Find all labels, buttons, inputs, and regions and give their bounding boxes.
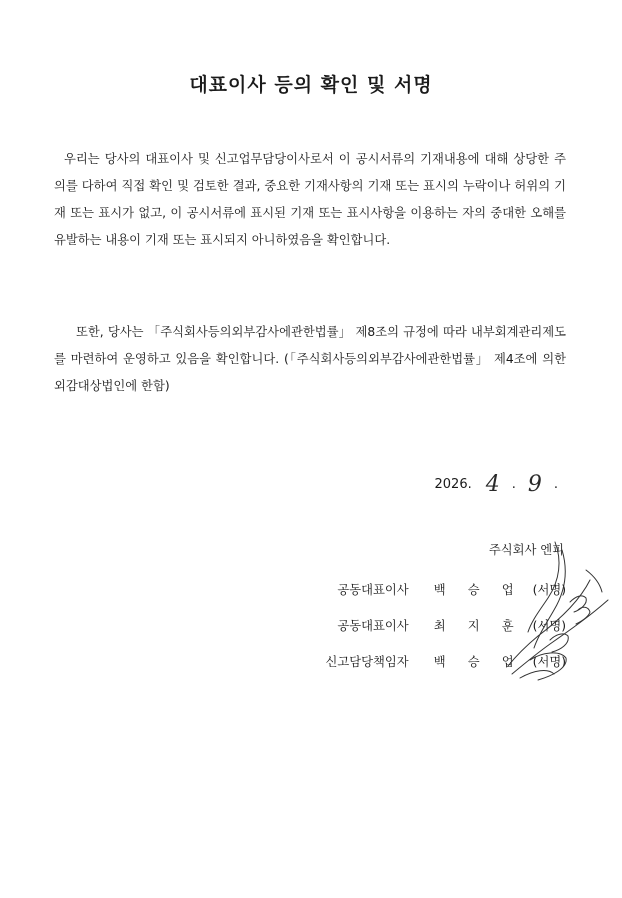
company-name: 주식회사 엔피	[488, 543, 564, 557]
signatory-title: 공동대표이사	[337, 619, 409, 633]
name-char: 백	[433, 655, 446, 669]
name-char: 업	[501, 583, 514, 597]
date-separator-end: .	[553, 477, 558, 492]
signing-date	[435, 472, 571, 497]
name-char: 백	[433, 583, 446, 597]
confirmation-paragraph	[54, 146, 566, 254]
signature-mark-label: (서명)	[532, 583, 566, 597]
name-char: 승	[467, 655, 480, 669]
document-title: 대표이사 등의 확인 및 서명	[189, 74, 433, 96]
internal-control-paragraph	[54, 319, 566, 400]
signatory-title: 신고담당책임자	[325, 655, 409, 669]
date-day-handwritten: 9	[527, 472, 542, 497]
signature-mark-label: (서명)	[532, 655, 566, 669]
name-char: 최	[433, 619, 446, 633]
name-char: 승	[467, 583, 480, 597]
signature-mark-label: (서명)	[532, 619, 566, 633]
handwritten-signature	[490, 540, 620, 690]
internal-control-paragraph-text: 또한, 당사는 「주식회사등의외부감사에관한법률」 제8조의 규정에 따라 내부회계관리제도를 마련하여 운영하고 있음을 확인합니다. (「주식회사등의외부감사에관한법률」 제4조에 의한 외감대상법인에 한함)	[54, 325, 566, 393]
date-month-handwritten: 4	[485, 472, 500, 497]
name-char: 지	[467, 619, 480, 633]
name-char: 훈	[501, 619, 514, 633]
confirmation-paragraph-text: 우리는 당사의 대표이사 및 신고업무담당이사로서 이 공시서류의 기재내용에 대해 상당한 주의를 다하여 직접 확인 및 검토한 결과, 중요한 기재사항의 기재 또는 표시의 누락이나 허위의 기재 또는 표시가 없고, 이 공시서류에 표시된 기재 또는 표시사항을 이용하는 자의 중대한 오해를 유발하는 내용이 기재 또는 표시되지 아니하였음을 확인합니다.	[54, 152, 566, 247]
date-year: 2026.	[434, 477, 472, 492]
date-separator: .	[511, 477, 516, 492]
signatory-title: 공동대표이사	[337, 583, 409, 597]
name-char: 업	[501, 655, 514, 669]
